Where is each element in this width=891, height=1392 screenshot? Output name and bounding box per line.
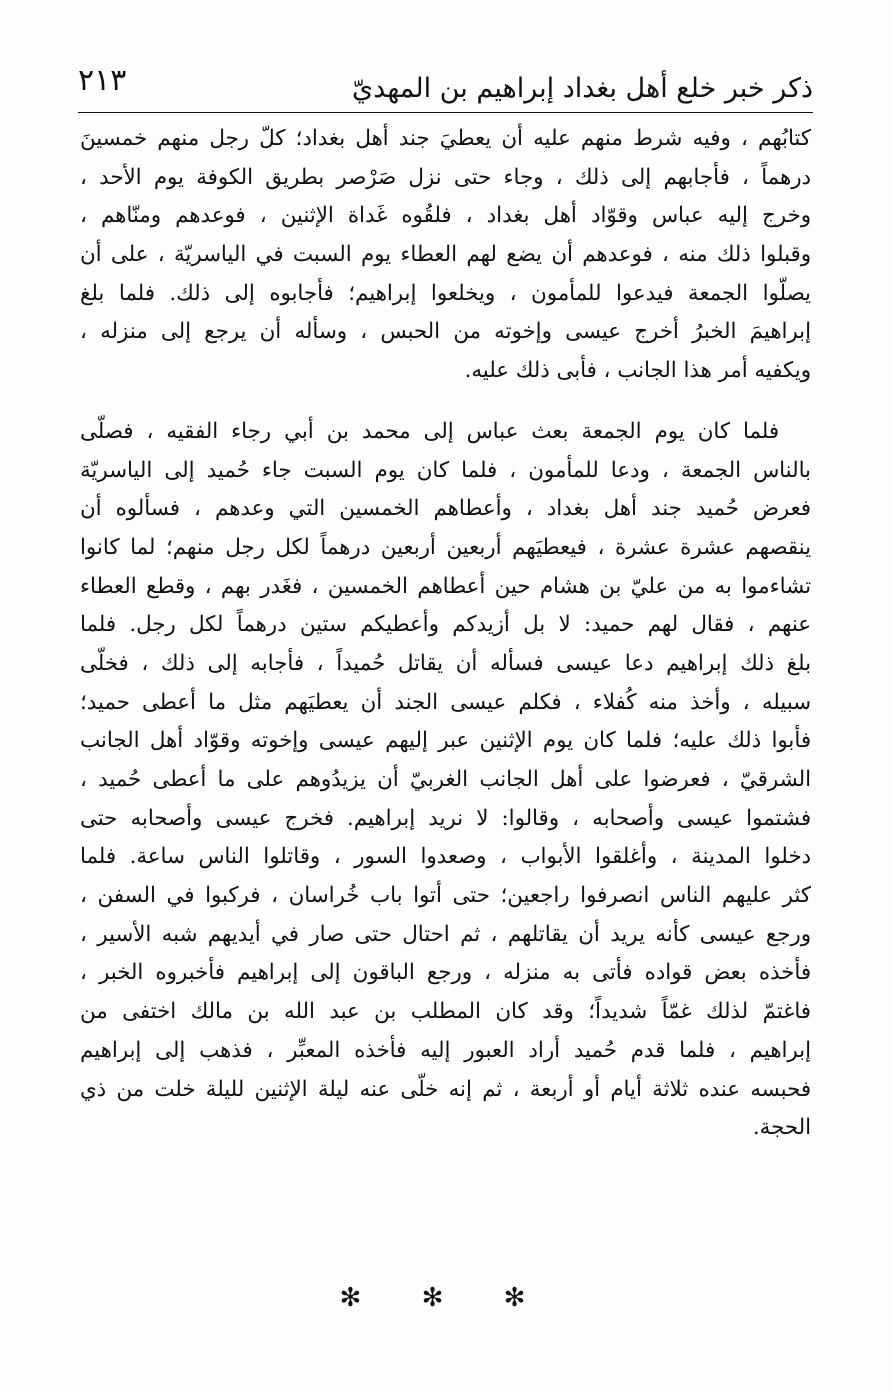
text-line: فأخذه بعض قواده فأتى به منزله ، ورجع الباقون إلى إبراهيم فأخبروه الخبر ، [80, 960, 811, 986]
page-number: ٢١٣ [78, 63, 127, 98]
page-body [80, 120, 811, 1148]
text-line: وخرج إليه عباس وقوّاد أهل بغداد ، فلقُوه غَداة الإثنين ، فوعدهم ومنّاهم ، [80, 203, 811, 229]
paragraph-gap [80, 391, 811, 413]
text-line: ويكفيه أمر هذا الجانب ، فأبى ذلك عليه. [464, 358, 811, 384]
text-line: ينقصهم عشرة عشرة ، فيعطيَهم أربعين أربعين درهماً لكل رجل منهم؛ لما كانوا [80, 534, 811, 560]
paragraph-1 [80, 120, 811, 391]
paragraph-2 [80, 413, 811, 1148]
text-line: فأبوا ذلك عليه؛ فلما كان يوم الإثنين عبر إليهم عيسى وإخوته وقوّاد أهل الجانب [80, 728, 811, 754]
text-line: عنهم ، فقال لهم حميد: لا بل أزيدكم وأعطيكم ستين درهماً لكل رجل. فلما [80, 612, 811, 638]
text-line: درهماً ، فأجابهم إلى ذلك ، وجاء حتى نزل صَرْصر بطريق الكوفة يوم الأحد ، [80, 164, 811, 190]
page-header [78, 58, 813, 110]
text-line: فشتموا عيسى وأصحابه ، وقالوا: لا نريد إبراهيم. فخرج عيسى وأصحابه حتى [80, 805, 811, 831]
section-ornament: ✻ ✻ ✻ [339, 1283, 552, 1313]
text-line: وقبلوا ذلك منه ، فوعدهم أن يضع لهم العطاء يوم السبت في الياسريّة ، على أن [80, 242, 811, 268]
text-line: يصلّوا الجمعة فيدعوا للمأمون ، ويخلعوا إبراهيم؛ فأجابوه إلى ذلك. فلما بلغ [80, 280, 811, 306]
text-line: كتابُهم ، وفيه شرط منهم عليه أن يعطيَ جند أهل بغداد؛ كلّ رجل منهم خمسينَ [80, 126, 811, 151]
text-line: بلغ ذلك إبراهيم دعا عيسى فسأله أن يقاتل حُميداً ، فأجابه إلى ذلك ، فخلّى [80, 650, 811, 676]
text-line: الشرقيّ ، فعرضوا على أهل الجانب الغربيّ أن يزيدُوهم على ما أعطى حُميد ، [80, 767, 811, 792]
running-title: ذكر خبر خلع أهل بغداد إبراهيم بن المهديّ [352, 73, 813, 104]
text-line: ورجع عيسى كأنه يريد أن يقاتلهم ، ثم احتال حتى صار في أيديهم شبه الأسير ، [80, 921, 811, 947]
text-line: فاغتمّ لذلك غمّاً شديداً؛ وقد كان المطلب بن عبد الله بن مالك اختفى من [80, 999, 811, 1025]
text-line: فحبسه عنده ثلاثة أيام أو أربعة ، ثم إنه خلّى عنه ليلة الإثنين لليلة خلت من ذي [80, 1076, 811, 1102]
text-line: فعرض حُميد جند أهل بغداد ، وأعطاهم الخمسين التي وعدهم ، فسألوه أن [80, 496, 811, 522]
text-line: إبراهيم ، فلما قدم حُميد أراد العبور إليه فأخذه المعبِّر ، فذهب إلى إبراهيم [80, 1037, 811, 1063]
text-line: الحجة. [752, 1115, 811, 1141]
header-divider [78, 112, 813, 113]
text-line: فلما كان يوم الجمعة بعث عباس إلى محمد بن أبي رجاء الفقيه ، فصلّى [80, 418, 779, 444]
text-line: تشاءموا به من عليّ بن هشام حين أعطاهم الخمسين ، فغَدر بهم ، وقطع العطاء [80, 573, 811, 599]
text-line: دخلوا المدينة ، وأغلقوا الأبواب ، وصعدوا السور ، وقاتلوا الناس ساعة. فلما [80, 844, 811, 870]
text-line: كثر عليهم الناس انصرفوا راجعين؛ حتى أتوا باب خُراسان ، فركبوا في السفن ، [80, 883, 811, 909]
text-line: سبيله ، وأخذ منه كُفلاء ، فكلم عيسى الجند أن يعطيَهم مثل ما أعطى حميد؛ [80, 689, 811, 715]
text-line: إبراهيمَ الخبرُ أخرج عيسى وإخوته من الحبس ، وسأله أن يرجع إلى منزله ، [80, 319, 811, 345]
text-line: بالناس الجمعة ، ودعا للمأمون ، فلما كان يوم السبت جاء حُميد إلى الياسريّة [80, 457, 811, 483]
